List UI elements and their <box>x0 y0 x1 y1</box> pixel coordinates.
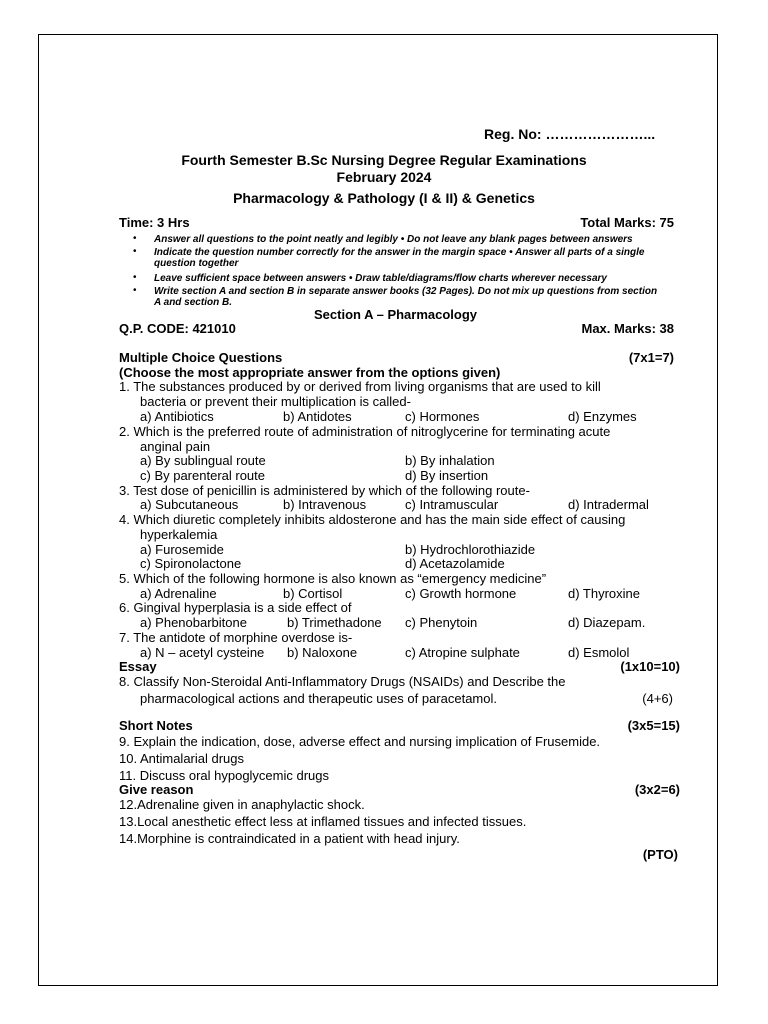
option-d: d) Enzymes <box>568 409 637 424</box>
instruction-line: Answer all questions to the point neatly and legibly • Do not leave any blank pages between answers <box>154 234 633 245</box>
mcq-heading: Multiple Choice Questions <box>119 350 283 365</box>
option-a: a) Subcutaneous <box>140 497 239 512</box>
pto-label: (PTO) <box>642 847 678 862</box>
qp-code: Q.P. CODE: 421010 <box>119 321 236 336</box>
instruction-line: Indicate the question number correctly for the answer in the margin space • Answer all parts of a single <box>154 247 645 258</box>
bullet-icon: • <box>133 246 137 257</box>
question-text: 13.Local anesthetic effect less at inflamed tissues and infected tissues. <box>119 814 527 829</box>
question-text: 6. Gingival hyperplasia is a side effect of <box>119 600 352 615</box>
give-reason-heading: Give reason <box>119 782 194 797</box>
mcq-marks: (7x1=7) <box>628 350 674 365</box>
instruction-line: Leave sufficient space between answers • Draw table/diagrams/flow charts wherever necessary <box>154 273 607 284</box>
option-a: a) Phenobarbitone <box>140 615 247 630</box>
bullet-icon: • <box>133 285 137 296</box>
time-label: Time: 3 Hrs <box>119 215 190 230</box>
question-text: 12.Adrenaline given in anaphylactic shock. <box>119 797 365 812</box>
instruction-line: question together <box>154 258 239 269</box>
bullet-icon: • <box>133 272 137 283</box>
question-text: 9. Explain the indication, dose, adverse effect and nursing implication of Frusemide. <box>119 734 601 749</box>
mcq-subheading: (Choose the most appropriate answer from the options given) <box>119 365 501 380</box>
short-notes-heading: Short Notes <box>119 718 193 733</box>
question-text: 4. Which diuretic completely inhibits aldosterone and has the main side effect of causing <box>119 512 626 527</box>
section-title: Section A – Pharmacology <box>314 307 478 322</box>
question-text: 3. Test dose of penicillin is administered by which of the following route- <box>119 483 530 498</box>
exam-date: February 2024 <box>336 169 432 185</box>
instruction-line: Write section A and section B in separate answer books (32 Pages). Do not mix up questions from section <box>154 286 658 297</box>
question-text: 1. The substances produced by or derived from living organisms that are used to kill <box>119 379 601 394</box>
reg-no: Reg. No: …………………... <box>484 126 656 142</box>
option-a: a) Antibiotics <box>140 409 214 424</box>
option-d: d) Acetazolamide <box>405 556 505 571</box>
question-marks: (4+6) <box>642 691 673 706</box>
total-marks: Total Marks: 75 <box>580 215 674 230</box>
question-text: anginal pain <box>140 439 211 454</box>
option-d: d) By insertion <box>405 468 489 483</box>
subject-title: Pharmacology & Pathology (I & II) & Genetics <box>233 190 535 206</box>
option-d: d) Intradermal <box>568 497 649 512</box>
question-text: 8. Classify Non-Steroidal Anti-Inflammatory Drugs (NSAIDs) and Describe the <box>119 674 566 689</box>
option-d: d) Thyroxine <box>568 586 641 601</box>
option-a: a) Adrenaline <box>140 586 217 601</box>
question-text: pharmacological actions and therapeutic uses of paracetamol. <box>140 691 497 706</box>
option-c: c) Intramuscular <box>405 497 499 512</box>
essay-marks: (1x10=10) <box>620 659 680 674</box>
option-a: a) Furosemide <box>140 542 224 557</box>
question-text: 11. Discuss oral hypoglycemic drugs <box>119 768 330 783</box>
question-text: bacteria or prevent their multiplication is called- <box>140 394 411 409</box>
instruction-line: A and section B. <box>154 297 232 308</box>
question-text: 2. Which is the preferred route of administration of nitroglycerine for terminating acute <box>119 424 611 439</box>
option-b: b) Trimethadone <box>287 615 382 630</box>
exam-title: Fourth Semester B.Sc Nursing Degree Regular Examinations <box>181 152 587 168</box>
question-text: 10. Antimalarial drugs <box>119 751 245 766</box>
question-text: hyperkalemia <box>140 527 218 542</box>
max-marks: Max. Marks: 38 <box>581 321 674 336</box>
bullet-icon: • <box>133 233 137 244</box>
give-reason-marks: (3x2=6) <box>634 782 680 797</box>
option-c: c) Growth hormone <box>405 586 517 601</box>
option-d: d) Diazepam. <box>568 615 646 630</box>
option-a: a) By sublingual route <box>140 453 266 468</box>
option-b: b) Cortisol <box>283 586 343 601</box>
question-text: 5. Which of the following hormone is also known as “emergency medicine” <box>119 571 547 586</box>
option-c: c) By parenteral route <box>140 468 266 483</box>
option-b: b) Intravenous <box>283 497 367 512</box>
option-c: c) Spironolactone <box>140 556 242 571</box>
option-b: b) Antidotes <box>283 409 352 424</box>
question-text: 7. The antidote of morphine overdose is- <box>119 630 353 645</box>
option-c: c) Phenytoin <box>405 615 478 630</box>
question-text: 14.Morphine is contraindicated in a patient with head injury. <box>119 831 460 846</box>
option-c: c) Atropine sulphate <box>405 645 520 660</box>
option-d: d) Esmolol <box>568 645 630 660</box>
option-a: a) N – acetyl cysteine <box>140 645 265 660</box>
option-b: b) By inhalation <box>405 453 495 468</box>
essay-heading: Essay <box>119 659 157 674</box>
option-c: c) Hormones <box>405 409 480 424</box>
option-b: b) Hydrochlorothiazide <box>405 542 536 557</box>
short-notes-marks: (3x5=15) <box>627 718 680 733</box>
option-b: b) Naloxone <box>287 645 358 660</box>
